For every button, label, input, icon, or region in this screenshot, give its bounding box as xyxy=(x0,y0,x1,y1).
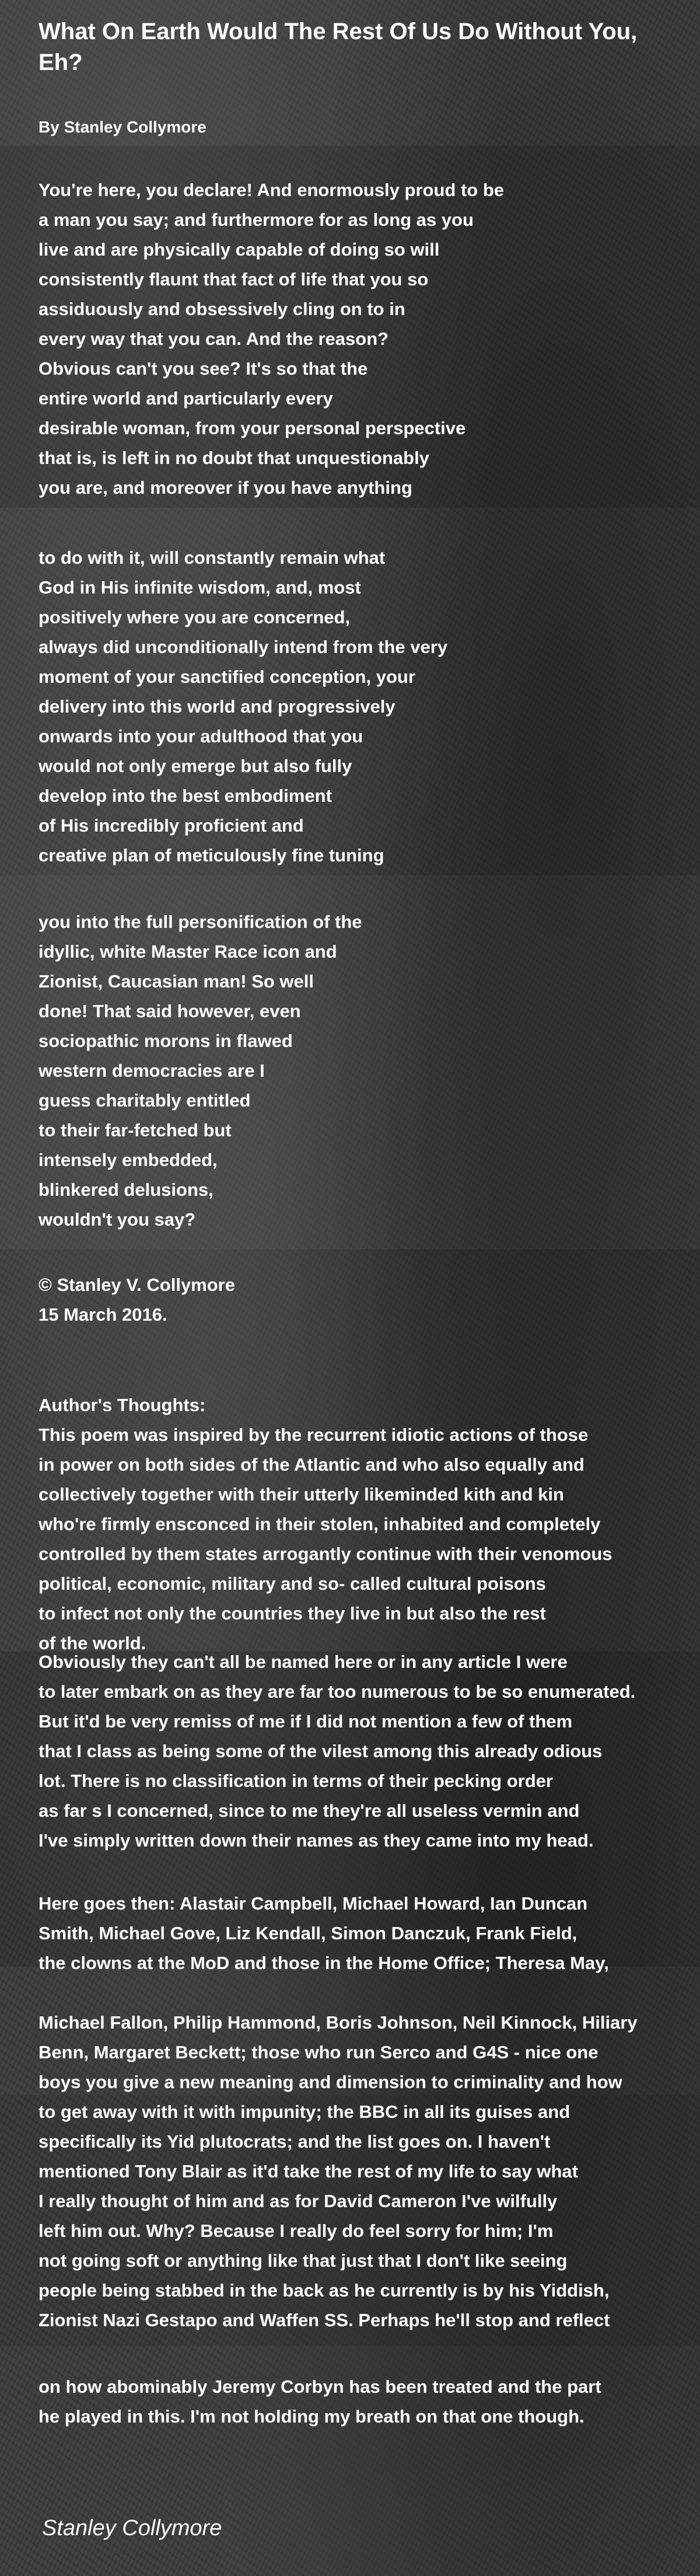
prose-line: to later embark on as they are far too numerous to be so enumerated. xyxy=(38,1681,636,1702)
poem-line: develop into the best embodiment xyxy=(38,786,332,806)
poem-line: Obvious can't you see? It's so that the xyxy=(38,358,368,379)
stanza-2 xyxy=(38,543,668,870)
prose-paragraph-4 xyxy=(38,2008,668,2335)
poem-line: of His incredibly proficient and xyxy=(38,815,304,836)
authors-thoughts xyxy=(38,1390,668,1658)
prose-line: boys you give a new meaning and dimension to criminality and how xyxy=(38,2072,622,2092)
copyright-line: © Stanley V. Collymore xyxy=(38,1275,235,1295)
poem-line: western democracies are I xyxy=(38,1060,265,1081)
poem-line: delivery into this world and progressively xyxy=(38,696,396,717)
prose-line: of the world. xyxy=(38,1633,146,1653)
prose-line: This poem was inspired by the recurrent idiotic actions of those xyxy=(38,1425,589,1445)
poem-byline: By Stanley Collymore xyxy=(38,118,206,136)
poem-line: you into the full personification of the xyxy=(38,912,362,932)
poem-title: What On Earth Would The Rest Of Us Do Without You, Eh? xyxy=(38,19,638,75)
poem-line: would not only emerge but also fully xyxy=(38,756,352,776)
prose-line: to get away with it with impunity; the BBC in all its guises and xyxy=(38,2102,570,2122)
prose-line: Here goes then: Alastair Campbell, Michael Howard, Ian Duncan xyxy=(38,1893,588,1914)
prose-line: collectively together with their utterly likeminded kith and kin xyxy=(38,1484,564,1505)
author-signature: Stanley Collymore xyxy=(42,2516,222,2540)
prose-line: not going soft or anything like that just that I don't like seeing xyxy=(38,2250,568,2271)
authors-thoughts-heading: Author's Thoughts: xyxy=(38,1395,206,1415)
prose-line: he played in this. I'm not holding my breath on that one though. xyxy=(38,2406,584,2427)
prose-line: in power on both sides of the Atlantic and who also equally and xyxy=(38,1454,584,1475)
poem-line: idyllic, white Master Race icon and xyxy=(38,941,337,962)
poem-line: every way that you can. And the reason? xyxy=(38,329,389,349)
poem-line: a man you say; and furthermore for as long as you xyxy=(38,210,474,230)
poem-line: guess charitably entitled xyxy=(38,1090,251,1111)
prose-line: lot. There is no classification in terms of their pecking order xyxy=(38,1771,553,1791)
prose-line: left him out. Why? Because I really do feel sorry for him; I'm xyxy=(38,2221,554,2241)
prose-line: Obviously they can't all be named here or in any article I were xyxy=(38,1652,568,1672)
poem-line: desirable woman, from your personal perspective xyxy=(38,418,466,438)
prose-line: the clowns at the MoD and those in the Home Office; Theresa May, xyxy=(38,1953,609,1973)
prose-line: who're firmly ensconced in their stolen, inhabited and completely xyxy=(38,1514,601,1534)
poem-line: entire world and particularly every xyxy=(38,388,333,409)
poem-line: that is, is left in no doubt that unquestionably xyxy=(38,448,429,468)
poem-line: consistently flaunt that fact of life that you so xyxy=(38,269,429,289)
prose-line: on how abominably Jeremy Corbyn has been treated and the part xyxy=(38,2376,601,2397)
stanza-3 xyxy=(38,907,668,1234)
poem-line: God in His infinite wisdom, and, most xyxy=(38,577,361,598)
poem-line: always did unconditionally intend from the very xyxy=(38,637,448,657)
poem-line: Zionist, Caucasian man! So well xyxy=(38,971,314,992)
stanza-1 xyxy=(38,175,668,502)
prose-line: Michael Fallon, Philip Hammond, Boris Johnson, Neil Kinnock, Hiliary xyxy=(38,2012,638,2033)
poem-line: creative plan of meticulously fine tuning xyxy=(38,845,384,865)
prose-line: Smith, Michael Gove, Liz Kendall, Simon Danczuk, Frank Field, xyxy=(38,1923,578,1943)
poem-line: You're here, you declare! And enormously proud to be xyxy=(38,180,504,200)
poem-line: done! That said however, even xyxy=(38,1001,301,1021)
prose-line: controlled by them states arrogantly continue with their venomous xyxy=(38,1544,612,1564)
prose-paragraph-3 xyxy=(38,1889,668,1978)
copyright-block xyxy=(38,1270,668,1329)
prose-line: political, economic, military and so- called cultural poisons xyxy=(38,1573,546,1594)
poem-line: assiduously and obsessively cling on to in xyxy=(38,299,405,319)
poem-line: sociopathic morons in flawed xyxy=(38,1031,293,1051)
prose-line: I've simply written down their names as they came into my head. xyxy=(38,1830,594,1851)
date-line: 15 March 2016. xyxy=(38,1304,167,1325)
prose-line: I really thought of him and as for David Cameron I've wilfully xyxy=(38,2191,558,2211)
poem-line: to do with it, will constantly remain what xyxy=(38,547,386,568)
prose-line: specifically its Yid plutocrats; and the list goes on. I haven't xyxy=(38,2131,551,2152)
poem-line: intensely embedded, xyxy=(38,1150,218,1170)
prose-line: Benn, Margaret Beckett; those who run Serco and G4S - nice one xyxy=(38,2042,598,2062)
prose-line: as far s I concerned, since to me they're all useless vermin and xyxy=(38,1800,580,1821)
prose-line: Zionist Nazi Gestapo and Waffen SS. Perhaps he'll stop and reflect xyxy=(38,2310,610,2330)
prose-line: mentioned Tony Blair as it'd take the rest of my life to say what xyxy=(38,2161,578,2181)
prose-paragraph-5 xyxy=(38,2372,668,2431)
prose-line: But it'd be very remiss of me if I did not mention a few of them xyxy=(38,1711,573,1732)
prose-paragraph-2 xyxy=(38,1647,668,1855)
prose-line: people being stabbed in the back as he currently is by his Yiddish, xyxy=(38,2280,610,2301)
poem-line: moment of your sanctified conception, your xyxy=(38,666,415,687)
prose-line: to infect not only the countries they live in but also the rest xyxy=(38,1603,546,1624)
poem-line: wouldn't you say? xyxy=(38,1209,196,1230)
poem-line: you are, and moreover if you have anything xyxy=(38,477,412,498)
prose-line: that I class as being some of the vilest among this already odious xyxy=(38,1741,603,1761)
poem-line: onwards into your adulthood that you xyxy=(38,726,363,746)
poem-line: live and are physically capable of doing so will xyxy=(38,239,440,260)
poem-line: to their far-fetched but xyxy=(38,1120,232,1140)
poem-line: positively where you are concerned, xyxy=(38,607,351,627)
poem-line: blinkered delusions, xyxy=(38,1179,214,1200)
